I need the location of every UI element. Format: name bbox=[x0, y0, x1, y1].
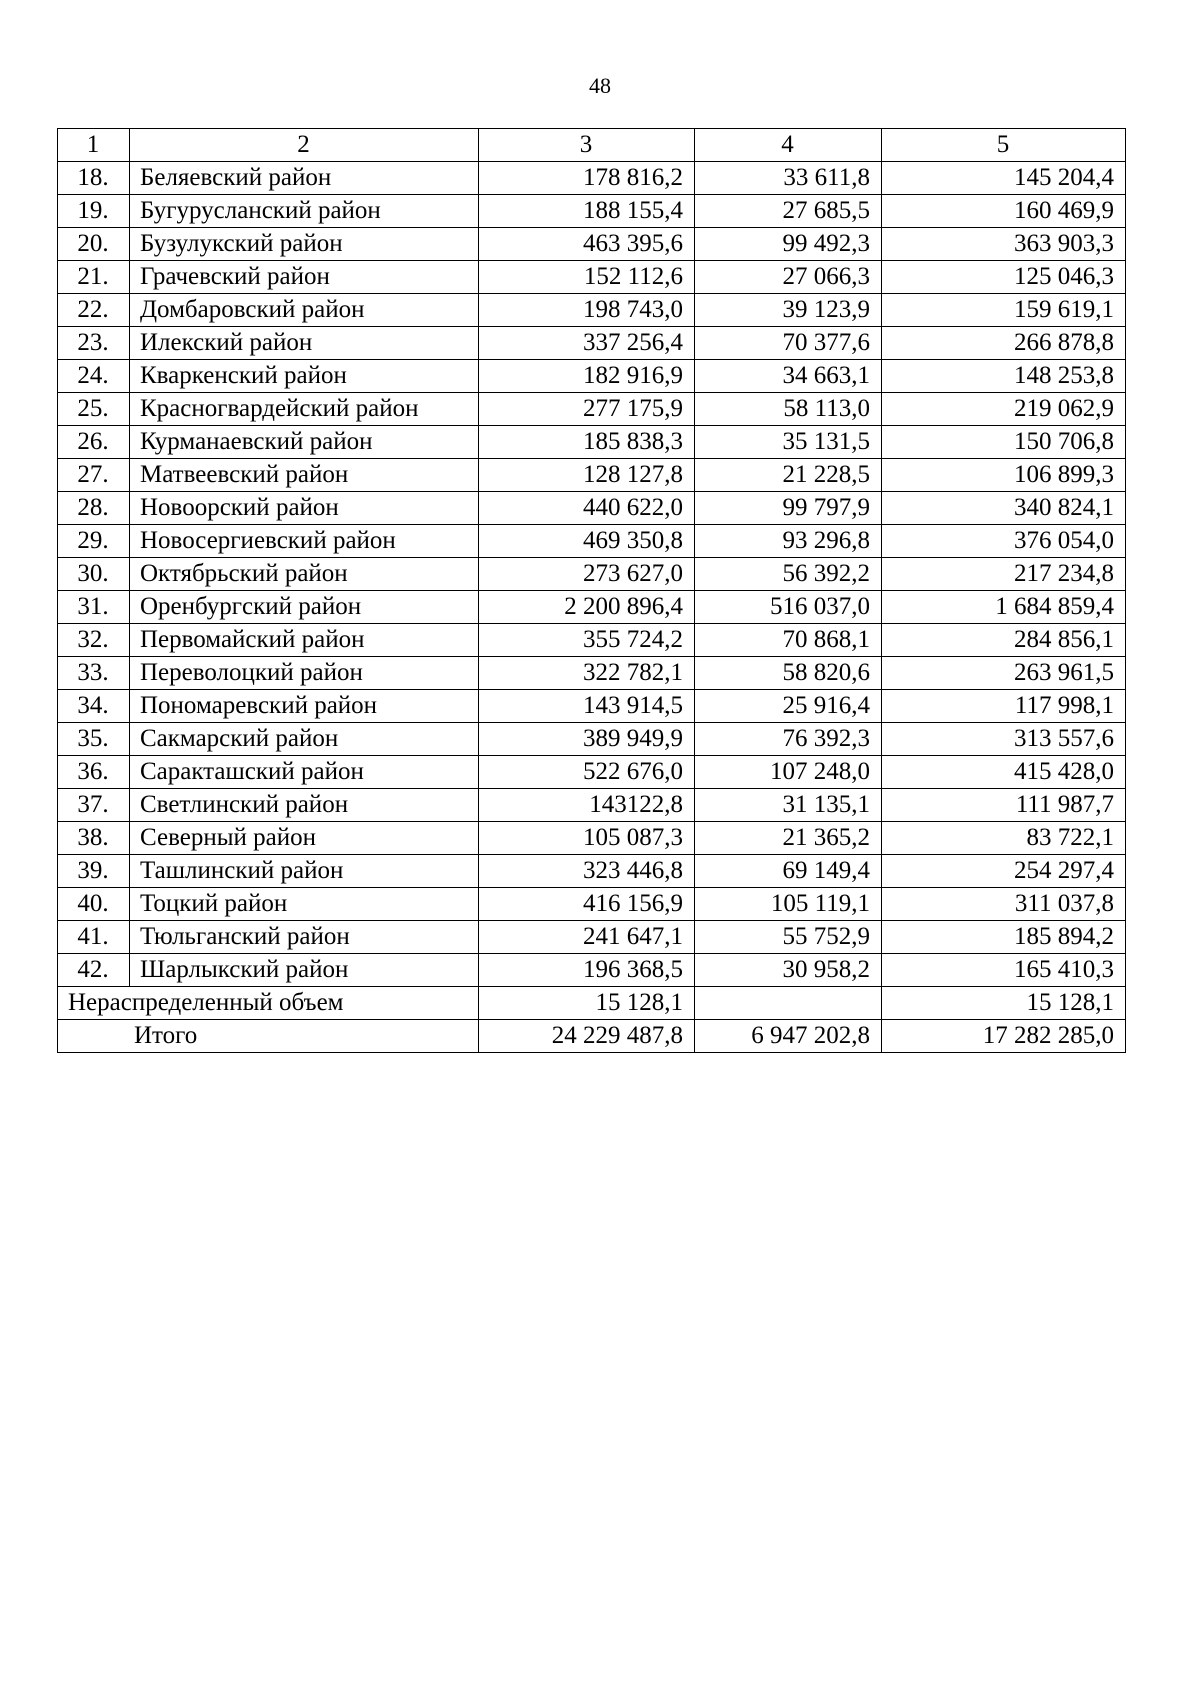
row-number: 31. bbox=[58, 591, 130, 624]
value-col4: 516 037,0 bbox=[695, 591, 882, 624]
table-row bbox=[58, 360, 1126, 393]
table-row bbox=[58, 327, 1126, 360]
district-name: Шарлыкский район bbox=[130, 954, 479, 987]
value-col4: 27 066,3 bbox=[695, 261, 882, 294]
value-col3: 440 622,0 bbox=[479, 492, 695, 525]
value-col3: 182 916,9 bbox=[479, 360, 695, 393]
value-col3: 178 816,2 bbox=[479, 162, 695, 195]
column-header-4: 4 bbox=[695, 129, 882, 162]
unallocated-label: Нераспределенный объем bbox=[58, 987, 479, 1020]
value-col4: 27 685,5 bbox=[695, 195, 882, 228]
header-row bbox=[58, 129, 1126, 162]
value-col3: 389 949,9 bbox=[479, 723, 695, 756]
value-col5: 254 297,4 bbox=[882, 855, 1126, 888]
value-col4: 21 228,5 bbox=[695, 459, 882, 492]
table-row bbox=[58, 921, 1126, 954]
value-col4: 25 916,4 bbox=[695, 690, 882, 723]
row-number: 39. bbox=[58, 855, 130, 888]
value-col4: 34 663,1 bbox=[695, 360, 882, 393]
value-col5: 311 037,8 bbox=[882, 888, 1126, 921]
value-col3: 196 368,5 bbox=[479, 954, 695, 987]
value-col3: 322 782,1 bbox=[479, 657, 695, 690]
value-col4: 99 797,9 bbox=[695, 492, 882, 525]
district-name: Бузулукский район bbox=[130, 228, 479, 261]
value-col3: 105 087,3 bbox=[479, 822, 695, 855]
row-number: 33. bbox=[58, 657, 130, 690]
value-col5: 125 046,3 bbox=[882, 261, 1126, 294]
district-name: Матвеевский район bbox=[130, 459, 479, 492]
total-col4: 6 947 202,8 bbox=[695, 1020, 882, 1053]
district-name: Оренбургский район bbox=[130, 591, 479, 624]
district-name: Переволоцкий район bbox=[130, 657, 479, 690]
value-col4: 107 248,0 bbox=[695, 756, 882, 789]
table-row bbox=[58, 855, 1126, 888]
district-name: Курманаевский район bbox=[130, 426, 479, 459]
district-name: Домбаровский район bbox=[130, 294, 479, 327]
value-col3: 241 647,1 bbox=[479, 921, 695, 954]
value-col5: 148 253,8 bbox=[882, 360, 1126, 393]
table-body bbox=[58, 162, 1126, 987]
row-number: 19. bbox=[58, 195, 130, 228]
row-number: 26. bbox=[58, 426, 130, 459]
value-col5: 117 998,1 bbox=[882, 690, 1126, 723]
value-col3: 198 743,0 bbox=[479, 294, 695, 327]
district-name: Грачевский район bbox=[130, 261, 479, 294]
value-col3: 273 627,0 bbox=[479, 558, 695, 591]
district-name: Светлинский район bbox=[130, 789, 479, 822]
table-row bbox=[58, 195, 1126, 228]
table-row bbox=[58, 459, 1126, 492]
value-col5: 266 878,8 bbox=[882, 327, 1126, 360]
table-header bbox=[58, 129, 1126, 162]
total-label: Итого bbox=[58, 1020, 479, 1053]
row-number: 30. bbox=[58, 558, 130, 591]
district-name: Октябрьский район bbox=[130, 558, 479, 591]
table-row bbox=[58, 822, 1126, 855]
unallocated-col4 bbox=[695, 987, 882, 1020]
column-header-5: 5 bbox=[882, 129, 1126, 162]
row-number: 38. bbox=[58, 822, 130, 855]
value-col4: 76 392,3 bbox=[695, 723, 882, 756]
table-row bbox=[58, 294, 1126, 327]
value-col4: 93 296,8 bbox=[695, 525, 882, 558]
column-header-3: 3 bbox=[479, 129, 695, 162]
value-col5: 219 062,9 bbox=[882, 393, 1126, 426]
district-name: Тюльганский район bbox=[130, 921, 479, 954]
value-col5: 217 234,8 bbox=[882, 558, 1126, 591]
table-row bbox=[58, 162, 1126, 195]
value-col5: 160 469,9 bbox=[882, 195, 1126, 228]
row-number: 40. bbox=[58, 888, 130, 921]
column-header-2: 2 bbox=[130, 129, 479, 162]
table-row bbox=[58, 690, 1126, 723]
district-name: Новосергиевский район bbox=[130, 525, 479, 558]
district-name: Беляевский район bbox=[130, 162, 479, 195]
table-row bbox=[58, 228, 1126, 261]
allocation-table bbox=[57, 128, 1126, 1053]
table-row bbox=[58, 492, 1126, 525]
district-name: Северный район bbox=[130, 822, 479, 855]
value-col3: 188 155,4 bbox=[479, 195, 695, 228]
value-col3: 355 724,2 bbox=[479, 624, 695, 657]
value-col4: 70 868,1 bbox=[695, 624, 882, 657]
table-row bbox=[58, 756, 1126, 789]
value-col4: 58 113,0 bbox=[695, 393, 882, 426]
row-number: 18. bbox=[58, 162, 130, 195]
value-col3: 185 838,3 bbox=[479, 426, 695, 459]
table-row bbox=[58, 591, 1126, 624]
table-row bbox=[58, 426, 1126, 459]
row-number: 27. bbox=[58, 459, 130, 492]
district-name: Саракташский район bbox=[130, 756, 479, 789]
page-number: 48 bbox=[589, 73, 611, 98]
value-col4: 70 377,6 bbox=[695, 327, 882, 360]
district-name: Тоцкий район bbox=[130, 888, 479, 921]
value-col5: 165 410,3 bbox=[882, 954, 1126, 987]
value-col5: 159 619,1 bbox=[882, 294, 1126, 327]
district-name: Красногвардейский район bbox=[130, 393, 479, 426]
column-header-1: 1 bbox=[58, 129, 130, 162]
value-col4: 39 123,9 bbox=[695, 294, 882, 327]
value-col3: 277 175,9 bbox=[479, 393, 695, 426]
value-col4: 55 752,9 bbox=[695, 921, 882, 954]
value-col3: 128 127,8 bbox=[479, 459, 695, 492]
unallocated-row bbox=[58, 987, 1126, 1020]
district-name: Сакмарский район bbox=[130, 723, 479, 756]
row-number: 21. bbox=[58, 261, 130, 294]
table-row bbox=[58, 261, 1126, 294]
value-col5: 284 856,1 bbox=[882, 624, 1126, 657]
table-row bbox=[58, 525, 1126, 558]
row-number: 35. bbox=[58, 723, 130, 756]
value-col4: 35 131,5 bbox=[695, 426, 882, 459]
total-col3: 24 229 487,8 bbox=[479, 1020, 695, 1053]
table-row bbox=[58, 789, 1126, 822]
value-col5: 263 961,5 bbox=[882, 657, 1126, 690]
value-col5: 340 824,1 bbox=[882, 492, 1126, 525]
value-col5: 1 684 859,4 bbox=[882, 591, 1126, 624]
table-row bbox=[58, 393, 1126, 426]
district-name: Ташлинский район bbox=[130, 855, 479, 888]
row-number: 23. bbox=[58, 327, 130, 360]
value-col4: 69 149,4 bbox=[695, 855, 882, 888]
row-number: 32. bbox=[58, 624, 130, 657]
district-name: Бугурусланский район bbox=[130, 195, 479, 228]
value-col3: 463 395,6 bbox=[479, 228, 695, 261]
row-number: 25. bbox=[58, 393, 130, 426]
value-col5: 415 428,0 bbox=[882, 756, 1126, 789]
district-name: Новоорский район bbox=[130, 492, 479, 525]
row-number: 20. bbox=[58, 228, 130, 261]
value-col5: 83 722,1 bbox=[882, 822, 1126, 855]
district-name: Илекский район bbox=[130, 327, 479, 360]
row-number: 22. bbox=[58, 294, 130, 327]
row-number: 24. bbox=[58, 360, 130, 393]
table-row bbox=[58, 888, 1126, 921]
value-col3: 416 156,9 bbox=[479, 888, 695, 921]
value-col5: 111 987,7 bbox=[882, 789, 1126, 822]
value-col3: 143122,8 bbox=[479, 789, 695, 822]
row-number: 36. bbox=[58, 756, 130, 789]
value-col5: 106 899,3 bbox=[882, 459, 1126, 492]
value-col5: 150 706,8 bbox=[882, 426, 1126, 459]
value-col4: 33 611,8 bbox=[695, 162, 882, 195]
value-col4: 31 135,1 bbox=[695, 789, 882, 822]
total-col5: 17 282 285,0 bbox=[882, 1020, 1126, 1053]
value-col4: 105 119,1 bbox=[695, 888, 882, 921]
value-col5: 145 204,4 bbox=[882, 162, 1126, 195]
value-col3: 323 446,8 bbox=[479, 855, 695, 888]
row-number: 34. bbox=[58, 690, 130, 723]
value-col3: 2 200 896,4 bbox=[479, 591, 695, 624]
value-col5: 363 903,3 bbox=[882, 228, 1126, 261]
value-col4: 58 820,6 bbox=[695, 657, 882, 690]
district-name: Пономаревский район bbox=[130, 690, 479, 723]
table-row bbox=[58, 558, 1126, 591]
value-col3: 469 350,8 bbox=[479, 525, 695, 558]
value-col4: 56 392,2 bbox=[695, 558, 882, 591]
table-row bbox=[58, 624, 1126, 657]
value-col4: 99 492,3 bbox=[695, 228, 882, 261]
value-col5: 376 054,0 bbox=[882, 525, 1126, 558]
table-row bbox=[58, 657, 1126, 690]
total-row bbox=[58, 1020, 1126, 1053]
value-col3: 522 676,0 bbox=[479, 756, 695, 789]
value-col5: 185 894,2 bbox=[882, 921, 1126, 954]
value-col4: 21 365,2 bbox=[695, 822, 882, 855]
row-number: 37. bbox=[58, 789, 130, 822]
value-col3: 152 112,6 bbox=[479, 261, 695, 294]
value-col3: 143 914,5 bbox=[479, 690, 695, 723]
row-number: 42. bbox=[58, 954, 130, 987]
district-name: Первомайский район bbox=[130, 624, 479, 657]
row-number: 29. bbox=[58, 525, 130, 558]
unallocated-col5: 15 128,1 bbox=[882, 987, 1126, 1020]
unallocated-col3: 15 128,1 bbox=[479, 987, 695, 1020]
value-col3: 337 256,4 bbox=[479, 327, 695, 360]
table-row bbox=[58, 723, 1126, 756]
row-number: 28. bbox=[58, 492, 130, 525]
value-col5: 313 557,6 bbox=[882, 723, 1126, 756]
district-name: Кваркенский район bbox=[130, 360, 479, 393]
table-footer bbox=[58, 987, 1126, 1053]
table-row bbox=[58, 954, 1126, 987]
row-number: 41. bbox=[58, 921, 130, 954]
value-col4: 30 958,2 bbox=[695, 954, 882, 987]
